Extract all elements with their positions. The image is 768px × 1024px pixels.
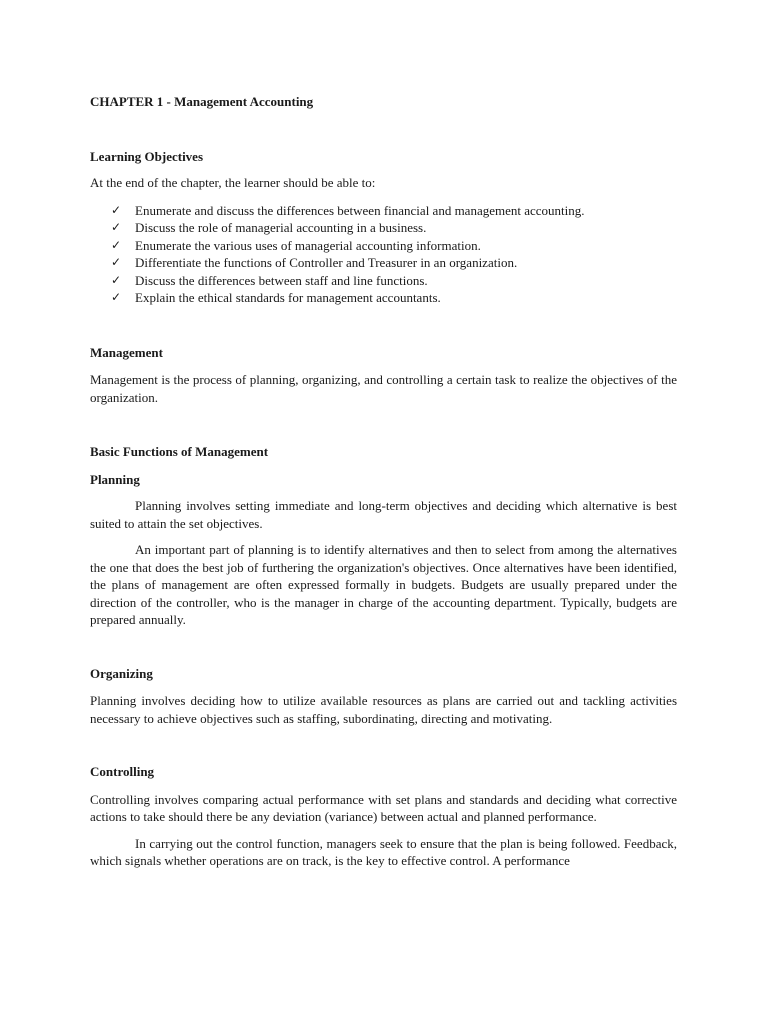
learning-objectives-heading: Learning Objectives [90,148,204,164]
management-text: Management is the process of planning, organizing, and controlling a certain task to realize the objectives of the organization. [90,372,677,405]
objective-text: Enumerate and discuss the differences between financial and management accounting. [135,202,585,218]
basic-functions-heading: Basic Functions of Management [90,444,269,459]
checkmark-icon: ✓ [111,255,122,269]
document-body [90,93,677,870]
checkmark-icon: ✓ [111,220,122,234]
controlling-paragraph-1: Controlling involves comparing actual performance with set plans and standards and deciding what corrective actions to take should there be any deviation (variance) between actual and planned performance. [90,791,677,824]
controlling-heading: Controlling [90,764,155,779]
management-heading: Management [90,344,163,360]
checkmark-icon: ✓ [111,272,122,287]
checkmark-icon: ✓ [111,237,122,252]
organizing-heading: Organizing [90,665,153,681]
objective-text: Discuss the role of managerial accounting in a business. [135,220,427,235]
objectives-list [90,202,677,307]
planning-paragraph-2: An important part of planning is to identify alternatives and then to select from among the alternatives the one that does the best job of furthering the organization's objectives. Once alternatives have been identified, the plans of management are often expressed formally in budgets. Budgets are usually prepared under the direction of the controller, who is the manager in charge of the accounting department. Typically, budgets are prepared annually. [90,542,677,627]
objective-text: Enumerate the various uses of managerial accounting information. [135,237,481,253]
list-item [111,237,677,255]
organizing-text: Planning involves deciding how to utilize available resources as plans are carried out and tackling activities necessary to achieve objectives such as staffing, subordinating, directing and motivating. [90,693,677,726]
list-item [111,202,677,220]
planning-heading: Planning [90,471,140,487]
planning-paragraph-1: Planning involves setting immediate and long-term objectives and deciding which alternative is best suited to attain the set objectives. [90,498,677,531]
objective-text: Discuss the differences between staff and line functions. [135,272,428,288]
list-item [111,254,677,272]
controlling-paragraph-2: In carrying out the control function, managers seek to ensure that the plan is being followed. Feedback, which signals whether operations are on track, is the key to effective control. A performance [90,835,677,868]
chapter-title: CHAPTER 1 - Management Accounting [90,94,314,109]
list-item [111,219,677,237]
list-item [111,272,677,290]
objective-text: Differentiate the functions of Controller and Treasurer in an organization. [135,255,518,270]
objective-text: Explain the ethical standards for management accountants. [135,290,441,305]
checkmark-icon: ✓ [111,202,122,217]
list-item [111,289,677,307]
learning-objectives-intro: At the end of the chapter, the learner should be able to: [90,175,376,190]
checkmark-icon: ✓ [111,290,122,304]
